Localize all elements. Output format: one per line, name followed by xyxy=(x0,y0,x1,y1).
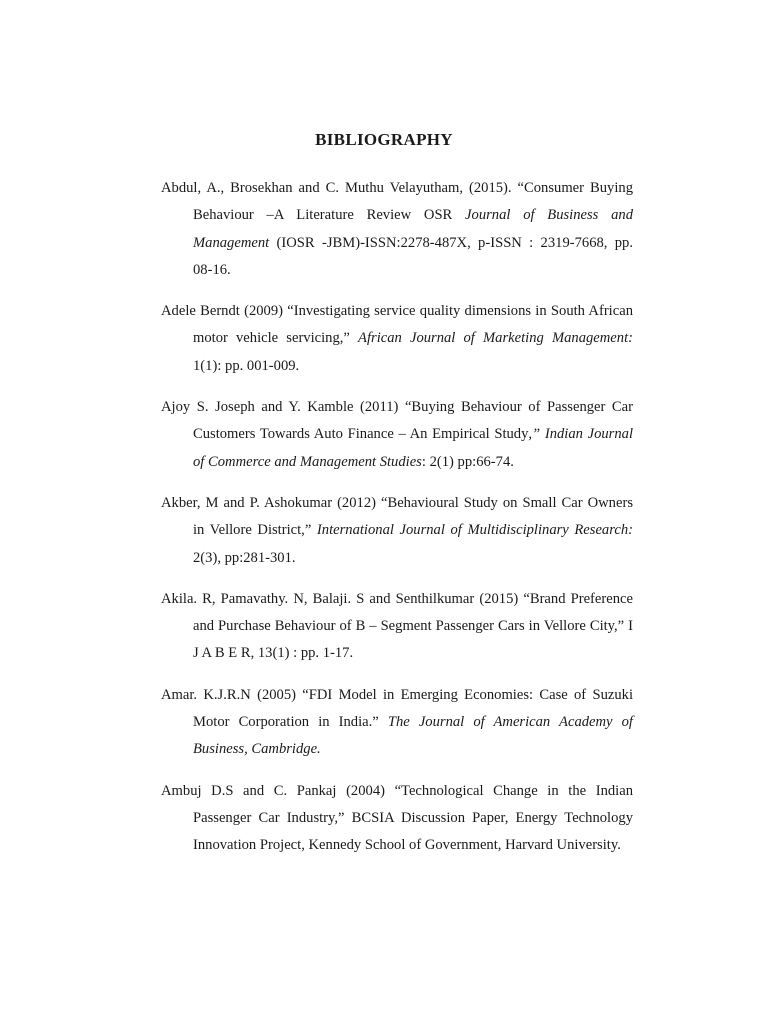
reference-text: 2(3), pp:281-301. xyxy=(193,549,296,566)
reference-text: Akila. R, Pamavathy. N, Balaji. S and Senthilkumar (2015) “Brand Preference and Purchase Behaviour of B – Segment Passenger Cars in Vellore City,” I J A B E R, 13(1) : pp. 1-17. xyxy=(161,590,633,662)
reference-entry xyxy=(161,490,633,572)
reference-text: Ajoy S. Joseph and Y. Kamble (2011) “Buying Behaviour of Passenger Car Customers Towards Auto Finance – An Empirical Study xyxy=(161,399,633,443)
page-title: BIBLIOGRAPHY xyxy=(315,130,453,149)
reference-text: Ambuj D.S and C. Pankaj (2004) “Technological Change in the Indian Passenger Car Industry,” BCSIA Discussion Paper, Energy Technology Innovation Project, Kennedy School of Government, Harvard University. xyxy=(161,782,633,854)
reference-text: Amar. K.J.R.N (2005) “FDI Model in Emerging Economies: Case of Suzuki Motor Corporation in India.” xyxy=(161,686,633,731)
reference-text: (IOSR -JBM)-ISSN:2278-487X, p-ISSN : 2319-7668, pp. 08-16. xyxy=(193,234,633,278)
reference-text: Adele Berndt (2009) “Investigating service quality dimensions in South African motor vehicle servicing,” xyxy=(161,303,633,347)
journal-title: ,” Indian Journal of Commerce and Management Studies xyxy=(193,426,634,470)
reference-entry xyxy=(161,394,633,476)
journal-title: African Journal of Marketing Management: xyxy=(358,330,633,347)
reference-list xyxy=(161,175,633,874)
reference-text: 1(1): pp. 001-009. xyxy=(193,357,300,374)
reference-entry xyxy=(161,778,633,860)
journal-title: Journal of Business and Management xyxy=(193,207,633,251)
reference-text: Akber, M and P. Ashokumar (2012) “Behavioural Study on Small Car Owners in Vellore District,” xyxy=(161,494,633,539)
reference-entry xyxy=(161,298,633,380)
reference-entry xyxy=(161,586,633,668)
reference-text: Abdul, A., Brosekhan and C. Muthu Velayutham, (2015). “Consumer Buying Behaviour –A Literature Review OSR xyxy=(161,180,633,224)
reference-text: : 2(1) pp:66-74. xyxy=(421,453,514,470)
journal-title: International Journal of Multidisciplinary Research: xyxy=(316,522,633,539)
reference-entry xyxy=(161,175,633,284)
journal-title: The Journal of American Academy of Business, Cambridge. xyxy=(193,714,633,758)
reference-entry xyxy=(161,682,633,764)
